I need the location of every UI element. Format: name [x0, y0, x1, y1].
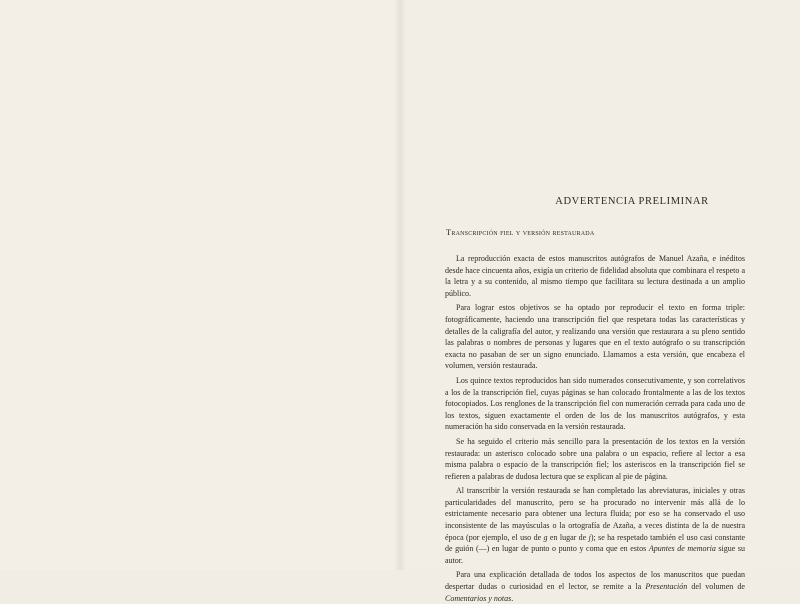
italic-text: Apuntes de memoria [648, 544, 716, 554]
italic-text: j [588, 532, 591, 542]
paragraph [445, 485, 745, 566]
book-gutter [394, 0, 406, 570]
paragraph-text: La reproducción exacta de estos manuscritos autógrafos de Manuel Azaña, e inéditos desde hace cincuenta años, exigía un criterio de fidelidad absoluta que combinara el respeto a la letra y a su contenido, al mismo tiempo que facilitara su lectura destinada a un amplio público. [445, 254, 745, 298]
italic-text: Presentación [645, 582, 688, 592]
paragraph-text: en lugar de [547, 532, 589, 542]
paragraph [445, 302, 745, 372]
paragraph-text: Para lograr estos objetivos se ha optado por reproducir el texto en forma triple: fotográficamente, haciendo una transcripción fiel que respetara todas las características y detalles de la caligrafía del autor, y realizando una versión que restaurara a su pleno sentido las palabras o nombres de personas y lugares que en el texto autógrafo o su transcripción exacta no pasaban de ser un signo enunciado. Llamamos a esta versión, que encabeza el volumen, versión restaurada. [445, 303, 745, 371]
paragraph-text: sigue su autor. [445, 544, 746, 565]
section-subheading: Transcripción fiel y versión restaurada [446, 227, 595, 237]
paragraph-text: . [511, 593, 514, 603]
paragraph-text: ); se ha respetado también el uso casi constante de guión (—) en lugar de punto o punto y coma que en estos [445, 532, 745, 554]
paragraph [445, 436, 745, 482]
left-page-blank [0, 0, 400, 570]
paragraph-text: Se ha seguido el criterio más sencillo para la presentación de los textos en la versión restaurada: un asterisco colocado sobre una palabra o un espacio, refiere al lector a esa misma palabra o espacio de la transcripción fiel; los asteriscos en la transcripción fiel se refieren a palabras de dudosa lectura que se explican al pie de página. [445, 436, 745, 481]
paragraph-text: del volumen de [687, 582, 745, 592]
paragraph [445, 569, 745, 604]
body-text [445, 253, 745, 604]
italic-text: g [543, 532, 548, 542]
paragraph-text: Al transcribir la versión restaurada se han completado las abreviaturas, iniciales y otras particularidades del manuscrito, pero se ha procurado no intervenir más allá de lo estrictamente necesario para obtener una lectura fluida; por eso se ha conservado el uso inconsistente de las mayúsculas o la ortografía de Azaña, a veces distinta de la de nuestra época (por ejemplo, el uso de [445, 486, 745, 542]
page-heading: ADVERTENCIA PRELIMINAR [555, 196, 709, 207]
italic-text: Comentarios y notas [445, 593, 512, 603]
paragraph [445, 253, 745, 299]
paragraph-text: Para una explicación detallada de todos los aspectos de los manuscritos que puedan despertar dudas o curiosidad en el lector, se remite a la [445, 570, 745, 592]
paragraph-text: Los quince textos reproducidos han sido numerados consecutivamente, y son correlativos a los de la transcripción fiel, cuyas páginas se han colocado frontalmente a las de los textos fotocopiados. Los renglones de la transcripción fiel con numeración cerrada para cada uno de los textos, siguen exactamente el orden de los de los manuscritos autógrafos, y esta numeración ha sido conservada en la versión restaurada. [445, 375, 745, 432]
paragraph [445, 375, 745, 433]
